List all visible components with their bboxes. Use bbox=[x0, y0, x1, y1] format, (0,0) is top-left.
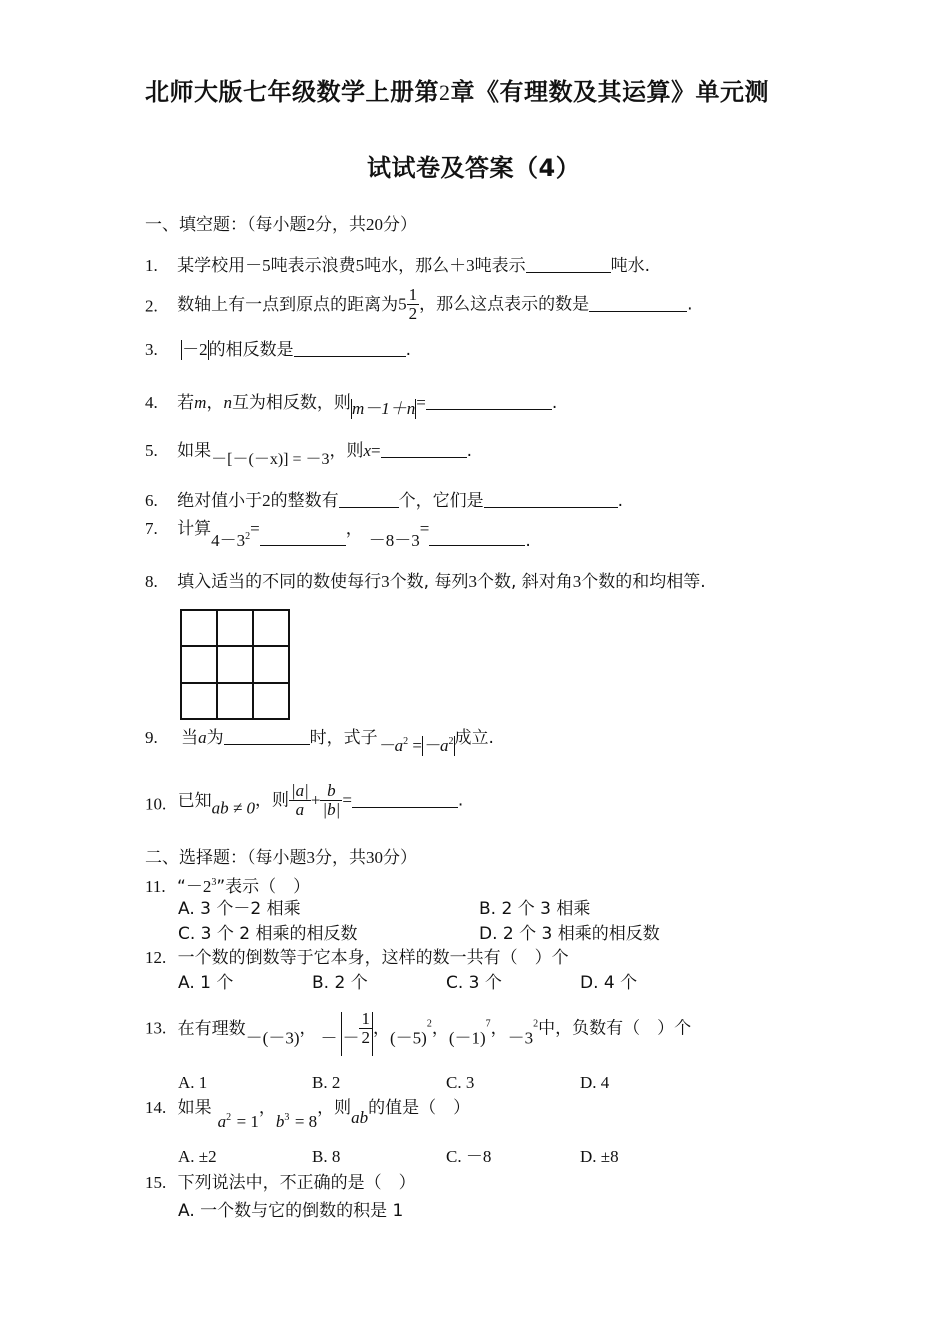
question-text: ， bbox=[206, 393, 224, 413]
title-part: 章《有理数及其运算》单元测 bbox=[450, 78, 769, 106]
math-var: b bbox=[275, 1112, 285, 1131]
section-text: 分） bbox=[383, 215, 417, 235]
option-d[interactable] bbox=[580, 1073, 609, 1093]
math-power: 2 bbox=[426, 1018, 432, 1030]
section-text: 分） bbox=[383, 848, 417, 868]
option-text: D. 4 bbox=[580, 1073, 610, 1092]
option-text: D. 4 个 bbox=[580, 973, 638, 993]
answer-blank[interactable] bbox=[484, 491, 618, 508]
title-part: 试试卷及答案（4） bbox=[367, 154, 581, 182]
option-b[interactable] bbox=[312, 973, 368, 993]
math-var: a bbox=[217, 1112, 227, 1131]
question-number: 6. bbox=[145, 491, 158, 510]
question-14 bbox=[145, 1098, 470, 1132]
answer-blank[interactable] bbox=[426, 393, 552, 410]
question-4 bbox=[145, 393, 557, 419]
math-power: 2 bbox=[533, 1018, 539, 1030]
fraction-denominator: 2 bbox=[361, 1028, 370, 1047]
question-text: 计算 bbox=[177, 519, 212, 539]
math-expr: (－1) bbox=[448, 1028, 486, 1048]
question-number: 2. bbox=[145, 296, 158, 316]
question-number: 8. bbox=[145, 572, 158, 591]
math-expr: －(－3) bbox=[245, 1028, 300, 1048]
question-text: 若 bbox=[177, 393, 195, 413]
question-9 bbox=[145, 728, 494, 756]
question-text: 如果 bbox=[177, 1098, 212, 1118]
magic-square-grid bbox=[180, 609, 290, 720]
question-number: 7. bbox=[145, 519, 158, 538]
question-number: 5. bbox=[145, 441, 158, 460]
math-var: n bbox=[223, 393, 232, 412]
math-value: 3 bbox=[572, 572, 582, 591]
option-a[interactable] bbox=[178, 1073, 207, 1093]
math-eq: = bbox=[419, 519, 430, 538]
math-eq: = bbox=[412, 736, 422, 755]
fraction bbox=[359, 1010, 372, 1047]
option-d[interactable] bbox=[580, 973, 637, 993]
math-value: 5 bbox=[398, 294, 407, 314]
question-text: 下列说法中，不正确的是（ ） bbox=[177, 1173, 416, 1193]
option-text: A. ±2 bbox=[178, 1147, 217, 1166]
question-text: 中，负数有（ ）个 bbox=[538, 1018, 692, 1039]
question-text: . bbox=[551, 393, 558, 413]
math-value: ＋3 bbox=[449, 256, 475, 275]
fraction bbox=[407, 286, 420, 323]
grid-cell[interactable] bbox=[253, 610, 289, 646]
math-expr-left bbox=[378, 736, 455, 755]
option-c[interactable] bbox=[446, 1073, 474, 1093]
option-text: D. ±8 bbox=[580, 1147, 619, 1166]
section-value: 30 bbox=[366, 848, 383, 867]
question-text: 为 bbox=[206, 728, 224, 748]
question-1 bbox=[145, 256, 650, 276]
math-eq: = bbox=[342, 790, 352, 810]
question-text: 填入适当的不同的数使每行 bbox=[177, 572, 382, 592]
option-text: A. 一个数与它的倒数的积是 1 bbox=[178, 1201, 404, 1221]
math-expr: －a bbox=[423, 736, 449, 755]
question-number: 12. bbox=[145, 948, 167, 967]
math-expr: m－1＋n bbox=[351, 399, 416, 418]
math-expr: = 1 bbox=[236, 1112, 259, 1131]
math-value: 3 bbox=[468, 572, 477, 591]
fraction-denominator: a bbox=[295, 800, 305, 819]
grid-cell[interactable] bbox=[181, 683, 217, 719]
math-value: －5 bbox=[245, 256, 271, 275]
grid-cell[interactable] bbox=[217, 646, 253, 682]
question-text: 在有理数 bbox=[177, 1018, 246, 1039]
question-text: ， bbox=[490, 1018, 508, 1039]
option-text: A. 3 个－2 相乘 bbox=[178, 899, 301, 919]
math-value: 2 bbox=[262, 491, 271, 510]
question-text: 时，式子 bbox=[309, 728, 378, 748]
math-expr-1 bbox=[211, 531, 250, 550]
option-text: C. 3 个 2 相乘的相反数 bbox=[178, 924, 358, 944]
option-text: D. 2 个 3 相乘的相反数 bbox=[479, 924, 660, 944]
math-power: 3 bbox=[284, 1112, 290, 1123]
question-text: . bbox=[617, 491, 624, 511]
answer-blank[interactable] bbox=[294, 340, 406, 357]
question-text: 成立. bbox=[454, 728, 494, 748]
question-11 bbox=[145, 873, 310, 897]
question-text: . bbox=[457, 790, 464, 811]
question-number: 13. bbox=[145, 1018, 167, 1038]
option-b[interactable] bbox=[479, 899, 590, 919]
question-text: 的整数有 bbox=[270, 491, 339, 511]
question-text: ， bbox=[372, 1018, 390, 1039]
question-number: 4. bbox=[145, 393, 158, 412]
math-op: － bbox=[320, 1028, 338, 1048]
math-eq: = bbox=[371, 441, 381, 460]
question-2 bbox=[145, 286, 693, 323]
question-text: ， bbox=[431, 1018, 449, 1039]
option-text: A. 1 bbox=[178, 1073, 208, 1092]
title-number: 2 bbox=[439, 80, 451, 105]
option-text: C. －8 bbox=[446, 1147, 492, 1166]
question-8 bbox=[145, 572, 706, 592]
question-text: 吨表示 bbox=[474, 256, 526, 276]
option-a[interactable] bbox=[178, 1147, 217, 1167]
math-expr: (－5) bbox=[389, 1028, 427, 1048]
option-d[interactable] bbox=[479, 924, 660, 944]
math-eq: = bbox=[416, 393, 426, 412]
question-text: 数轴上有一点到原点的距离为 bbox=[177, 294, 399, 315]
math-power: 3 bbox=[211, 877, 217, 888]
question-text: ， bbox=[258, 1098, 276, 1118]
fraction-numerator: |a| bbox=[291, 781, 309, 800]
math-expr: －3 bbox=[507, 1028, 534, 1048]
grid-cell[interactable] bbox=[253, 683, 289, 719]
math-power: 2 bbox=[403, 736, 409, 747]
question-13: 13. 在有理数－(－3)， － － $\frac{1}{2}$ ，$(-5)^2$，$(-1)^7$，$-3^2$中，负数有（ ）个 bbox=[145, 1010, 691, 1056]
math-var: a bbox=[198, 728, 207, 747]
grid-cell[interactable] bbox=[253, 646, 289, 682]
option-text: C. 3 bbox=[446, 1073, 475, 1092]
answer-blank[interactable] bbox=[381, 441, 467, 458]
question-5 bbox=[145, 441, 472, 470]
question-text: 吨水. bbox=[610, 256, 651, 276]
option-text: B. 2 个 3 相乘 bbox=[479, 899, 591, 919]
question-text: 一个数的倒数等于它本身，这样的数一共有（ ）个 bbox=[177, 948, 569, 968]
math-expr: = 8 bbox=[294, 1112, 318, 1131]
fraction-numerator: 1 bbox=[408, 285, 418, 304]
question-number: 1. bbox=[145, 256, 158, 275]
math-power: 7 bbox=[485, 1018, 491, 1030]
math-expr: －a bbox=[377, 736, 404, 755]
page-title-line2 bbox=[367, 148, 580, 183]
question-text: 当 bbox=[181, 728, 199, 748]
question-6 bbox=[145, 491, 623, 511]
section-text: 二、选择题：（每小题 bbox=[145, 848, 307, 868]
math-var: ab bbox=[351, 1108, 369, 1127]
page-title-line1 bbox=[145, 72, 769, 107]
math-expr: －[－(－x)] = －3 bbox=[211, 451, 330, 468]
question-text: . bbox=[466, 441, 473, 461]
question-text: ， bbox=[345, 519, 363, 539]
math-value: 3 bbox=[381, 572, 390, 591]
option-c[interactable] bbox=[446, 1147, 491, 1167]
grid-cell[interactable] bbox=[181, 610, 217, 646]
question-text: ，则 bbox=[317, 1098, 352, 1118]
question-text: 绝对值小于 bbox=[177, 491, 263, 511]
section-value: 2 bbox=[306, 215, 315, 234]
option-a[interactable] bbox=[178, 899, 301, 919]
fraction-numerator: 1 bbox=[361, 1009, 370, 1028]
question-text: 已知 bbox=[177, 790, 212, 811]
question-15 bbox=[145, 1173, 416, 1193]
answer-blank[interactable] bbox=[352, 791, 458, 808]
math-power: 2 bbox=[448, 736, 454, 747]
question-text: ，则 bbox=[255, 790, 289, 811]
math-expr: －2 bbox=[182, 340, 208, 359]
option-text: A. 1 个 bbox=[178, 973, 234, 993]
question-text: 如果 bbox=[177, 441, 212, 461]
section-text: 分，共 bbox=[315, 848, 366, 868]
math-power: 2 bbox=[226, 1112, 232, 1123]
option-b[interactable] bbox=[312, 1147, 340, 1167]
math-expr: －8－3 bbox=[368, 531, 420, 550]
question-text: 个，它们是 bbox=[398, 491, 484, 511]
math-op: + bbox=[310, 790, 321, 810]
fraction bbox=[320, 782, 342, 819]
absolute-value-expr bbox=[181, 340, 209, 359]
question-3 bbox=[145, 340, 411, 360]
math-var: m bbox=[194, 393, 207, 412]
fraction bbox=[289, 782, 311, 819]
question-text: 吨表示浪费 bbox=[270, 256, 356, 276]
math-expr: 4－3 bbox=[211, 531, 246, 550]
answer-blank[interactable] bbox=[429, 529, 525, 546]
question-text: ，则 bbox=[329, 441, 364, 461]
answer-blank[interactable] bbox=[526, 256, 611, 273]
question-text: 互为相反数，则 bbox=[231, 393, 351, 413]
question-number: 14. bbox=[145, 1098, 167, 1117]
option-b[interactable] bbox=[312, 1073, 340, 1093]
question-text: ， bbox=[299, 1018, 317, 1039]
section-value: 20 bbox=[366, 215, 383, 234]
question-text: . bbox=[687, 294, 693, 315]
grid-cell[interactable] bbox=[217, 683, 253, 719]
question-number: 10. bbox=[145, 794, 167, 814]
math-var: x bbox=[363, 441, 372, 460]
question-text: 个数, 每列 bbox=[389, 572, 469, 592]
math-expr: －2 bbox=[185, 877, 212, 896]
question-text: . bbox=[525, 531, 531, 551]
question-text: ，那么这点表示的数是 bbox=[419, 294, 590, 315]
answer-blank[interactable] bbox=[260, 529, 346, 546]
grid-cell[interactable] bbox=[181, 646, 217, 682]
question-text: 的相反数是 bbox=[208, 340, 294, 360]
title-part: 北师大版七年级数学上册第 bbox=[145, 78, 439, 106]
fraction-denominator: 2 bbox=[408, 304, 418, 323]
question-number: 11. bbox=[145, 877, 166, 896]
option-text: C. 3 个 bbox=[446, 973, 502, 993]
question-text: 个数的和均相等. bbox=[581, 572, 706, 592]
section-text: 分，共 bbox=[315, 215, 366, 235]
math-power: 2 bbox=[245, 531, 251, 542]
math-value: 5 bbox=[355, 256, 365, 275]
answer-blank[interactable] bbox=[589, 295, 687, 312]
question-text: 的值是（ ） bbox=[368, 1098, 471, 1118]
option-d[interactable] bbox=[580, 1147, 619, 1167]
question-number: 15. bbox=[145, 1173, 167, 1192]
option-a[interactable] bbox=[178, 1201, 403, 1221]
section-value: 3 bbox=[306, 848, 315, 867]
section-1-header bbox=[145, 215, 417, 235]
question-10 bbox=[145, 782, 463, 819]
question-text: 吨水，那么 bbox=[364, 256, 450, 276]
question-text: 某学校用 bbox=[177, 256, 246, 276]
fraction-denominator: |b| bbox=[322, 800, 341, 819]
absolute-value-expr bbox=[351, 399, 416, 418]
question-text: “ bbox=[177, 877, 186, 897]
question-text: . bbox=[405, 340, 412, 360]
option-text: B. 2 bbox=[312, 1073, 341, 1092]
answer-blank[interactable] bbox=[339, 491, 399, 508]
question-12 bbox=[145, 948, 569, 968]
grid-cell[interactable] bbox=[217, 610, 253, 646]
option-c[interactable] bbox=[446, 973, 502, 993]
option-text: B. 2 个 bbox=[312, 973, 368, 993]
question-number: 3. bbox=[145, 340, 158, 359]
question-text: 个数, 斜对角 bbox=[476, 572, 573, 592]
section-text: 一、填空题：（每小题 bbox=[145, 215, 307, 235]
math-expr: ab ≠ 0 bbox=[211, 798, 255, 818]
question-number: 9. bbox=[145, 728, 158, 747]
math-eq: = bbox=[250, 519, 260, 538]
question-text: ”表示（ ） bbox=[216, 877, 311, 897]
answer-blank[interactable] bbox=[224, 728, 310, 745]
section-2-header bbox=[145, 848, 417, 868]
question-7 bbox=[145, 519, 531, 551]
option-c[interactable] bbox=[178, 924, 358, 944]
option-a[interactable] bbox=[178, 973, 233, 993]
option-text: B. 8 bbox=[312, 1147, 341, 1166]
fraction-numerator: b bbox=[320, 782, 342, 801]
